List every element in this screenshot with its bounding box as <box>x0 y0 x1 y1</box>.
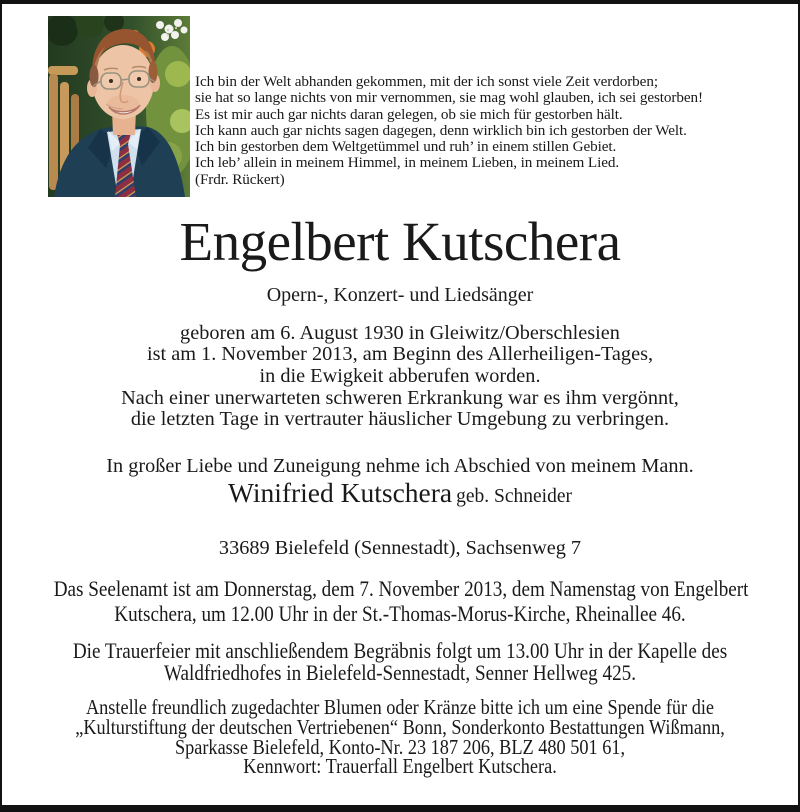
seelenamt-line: Das Seelenamt ist am Donnerstag, dem 7. November 2013, dem Namenstag von Engelbert <box>53 576 749 601</box>
portrait-photo <box>48 16 190 197</box>
donation-line: Anstelle freundlich zugedachter Blumen oder Kränze bitte ich um eine Spende für die <box>85 695 715 719</box>
life-dates-paragraph <box>2 323 798 387</box>
donation-line: Kennwort: Trauerfall Engelbert Kutschera. <box>243 754 557 779</box>
portrait-photo-image <box>48 16 190 197</box>
deceased-profession: Opern-, Konzert- und Liedsänger <box>266 284 534 306</box>
farewell-intro: In großer Liebe und Zuneigung nehme ich Abschied von meinem Mann. <box>106 455 694 477</box>
illness-line: die letzten Tage in vertrauter häuslicher Umgebung zu verbringen. <box>130 408 670 431</box>
poem-line: Ich bin gestorben dem Weltgetümmel und ruh’ in einem stillen Gebiet. <box>195 138 617 156</box>
donation-line: „Kulturstiftung der deutschen Vertriebenen“ Bonn, Sonderkonto Bestattungen Wißmann, <box>75 714 725 739</box>
mourner-maiden-name: geb. Schneider <box>456 486 573 507</box>
life-dates-line: in die Ewigkeit abberufen worden. <box>259 364 541 387</box>
life-dates-line: ist am 1. November 2013, am Beginn des Allerheiligen-Tages, <box>146 343 654 366</box>
mourner-line <box>2 475 798 516</box>
poem-line: Ich bin der Welt abhanden gekommen, mit der ich sonst viele Zeit verdorben; <box>195 73 658 90</box>
mourner-name: Winifried Kutschera <box>227 477 453 508</box>
poem-line: Es ist mir auch gar nichts daran gelegen, ob sie mich für gestorben hält. <box>195 105 623 123</box>
poem-line: Ich kann auch gar nichts sagen dagegen, denn wirklich bin ich gestorben der Welt. <box>195 121 687 139</box>
donation-line: Sparkasse Bielefeld, Konto-Nr. 23 187 206, BLZ 480 501 61, <box>174 734 626 759</box>
illness-line: Nach einer unerwarteten schweren Erkrankung war es ihm vergönnt, <box>121 387 679 409</box>
trauerfeier-line: Waldfriedhofes in Bielefeld-Sennestadt, Senner Hellweg 425. <box>163 659 637 685</box>
life-dates-line: geboren am 6. August 1930 in Gleiwitz/Oberschlesien <box>180 322 620 344</box>
poem <box>195 74 785 189</box>
seelenamt-paragraph <box>54 576 747 626</box>
poem-attribution: (Frdr. Rückert) <box>195 171 285 189</box>
donation-paragraph <box>54 695 747 779</box>
seelenamt-line: Kutschera, um 12.00 Uhr in der St.-Thomas-Morus-Kirche, Rheinallee 46. <box>114 601 686 626</box>
poem-line: sie hat so lange nichts von mir vernommen, sie mag wohl glauben, ich sei gestorben! <box>195 89 703 107</box>
address-line: 33689 Bielefeld (Sennestadt), Sachsenweg 7 <box>218 537 582 559</box>
trauerfeier-line: Die Trauerfeier mit anschließendem Begräbnis folgt um 13.00 Uhr in der Kapelle des <box>72 638 728 663</box>
deceased-name: Engelbert Kutschera <box>179 211 621 272</box>
trauerfeier-paragraph <box>54 640 747 684</box>
illness-paragraph <box>2 388 798 431</box>
poem-line: Ich leb’ allein in meinem Himmel, in meinem Lieben, in meinem Lied. <box>195 154 620 172</box>
